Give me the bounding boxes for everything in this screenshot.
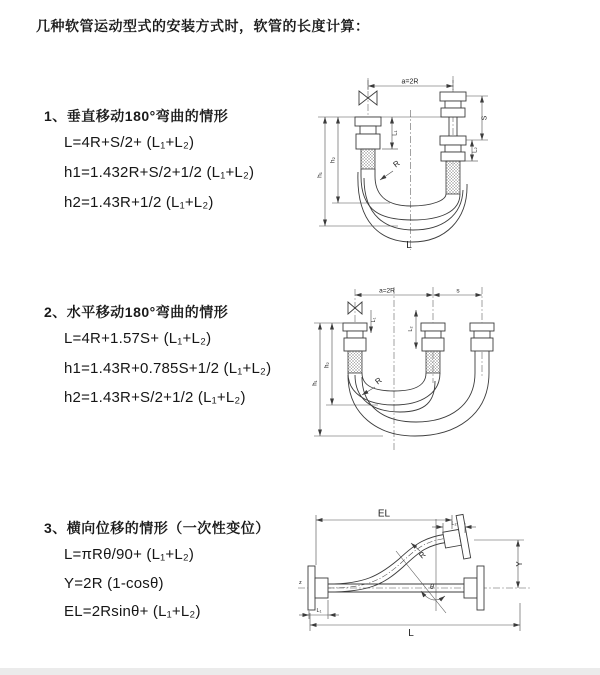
page-title: 几种软管运动型式的安装方式时，软管的长度计算：	[36, 18, 370, 34]
section-2-formula-h1: h1=1.43R+0.785S+1/2 (L₁+L₂)	[64, 360, 272, 377]
page-bottom-edge	[0, 668, 600, 675]
section-3-formula-Y: Y=2R (1-cosθ)	[64, 575, 164, 592]
hose-u-bend-curves	[348, 373, 489, 436]
dimension-L2	[408, 310, 416, 349]
left-braided-hose	[361, 149, 375, 169]
section-1-heading: 1、垂直移动180°弯曲的情形	[44, 108, 229, 124]
label-a2r: a=2R	[401, 78, 419, 86]
dimension-a-2R	[355, 288, 433, 296]
right-flange-upper-position	[440, 92, 466, 117]
label-r: R	[417, 549, 428, 561]
right-flange-lower-position	[440, 136, 466, 161]
label-r: R	[391, 158, 402, 170]
label-l1: L₁	[371, 317, 377, 323]
section-3-heading: 3、横向位移的情形（一次性变位）	[44, 520, 270, 536]
label-l2: L₂	[451, 521, 457, 527]
radius-leader	[362, 376, 384, 395]
label-l1: L₁	[316, 608, 322, 614]
dimension-a-2R	[368, 79, 453, 91]
dimension-L1	[299, 600, 339, 619]
axis-label-z: z	[299, 580, 302, 586]
section-3-formula-L: L=πRθ/90+ (L₁+L₂)	[64, 546, 195, 563]
dimension-s-shift	[433, 288, 482, 296]
section-2-formula-L: L=4R+1.57S+ (L₁+L₂)	[64, 330, 212, 347]
label-el: EL	[377, 508, 391, 520]
dimension-L1	[371, 310, 377, 333]
dimension-L1	[382, 117, 399, 149]
section-1-formula-h1: h1=1.432R+S/2+1/2 (L₁+L₂)	[64, 164, 255, 181]
label-y: Y	[515, 561, 524, 567]
left-hose-leg	[361, 169, 375, 176]
right-flange-fitting-initial	[464, 566, 484, 610]
section-3-formula-EL: EL=2Rsinθ+ (L₁+L₂)	[64, 603, 201, 620]
middle-flange-fitting	[421, 323, 445, 351]
label-h1: h₁	[312, 380, 319, 386]
radius-leader	[380, 159, 402, 180]
left-braided-hose	[348, 351, 362, 373]
label-length-L: L	[408, 628, 414, 639]
section-1-formula-h2: h2=1.43R+1/2 (L₁+L₂)	[64, 194, 214, 211]
right-flange-fitting-moved	[470, 323, 494, 351]
label-h1: h₁	[316, 172, 324, 178]
dimension-L	[310, 603, 520, 639]
left-flange-fitting	[343, 323, 367, 351]
right-braided-hose	[446, 161, 460, 194]
label-s: S	[481, 115, 489, 121]
label-h2: h₂	[329, 156, 337, 164]
left-flange-fitting	[355, 117, 381, 149]
section-2-heading: 2、水平移动180°弯曲的情形	[44, 304, 229, 320]
middle-braided-hose	[426, 351, 440, 373]
left-flange-fitting	[308, 566, 328, 610]
label-shift-s: s	[456, 287, 460, 295]
diagram-lateral-displacement	[296, 503, 596, 643]
section-1-formula-L: L=4R+S/2+ (L₁+L₂)	[64, 134, 195, 151]
label-l1: L₁	[392, 130, 399, 136]
diagram-horizontal-180-bend	[308, 283, 593, 458]
label-l2: L₂	[408, 326, 414, 332]
label-l2: L₂	[472, 147, 479, 153]
section-2-formula-h2: h2=1.43R+S/2+1/2 (L₁+L₂)	[64, 389, 246, 406]
dimension-h1	[316, 117, 402, 226]
dimension-S	[466, 96, 489, 140]
label-a2r: a=2R	[379, 287, 395, 295]
label-theta: θ	[430, 584, 434, 591]
label-length-L: L	[406, 240, 412, 251]
label-h2: h₂	[324, 362, 331, 368]
dimension-EL	[316, 509, 452, 566]
diagram-vertical-180-bend	[312, 72, 585, 257]
label-r: R	[373, 375, 384, 387]
